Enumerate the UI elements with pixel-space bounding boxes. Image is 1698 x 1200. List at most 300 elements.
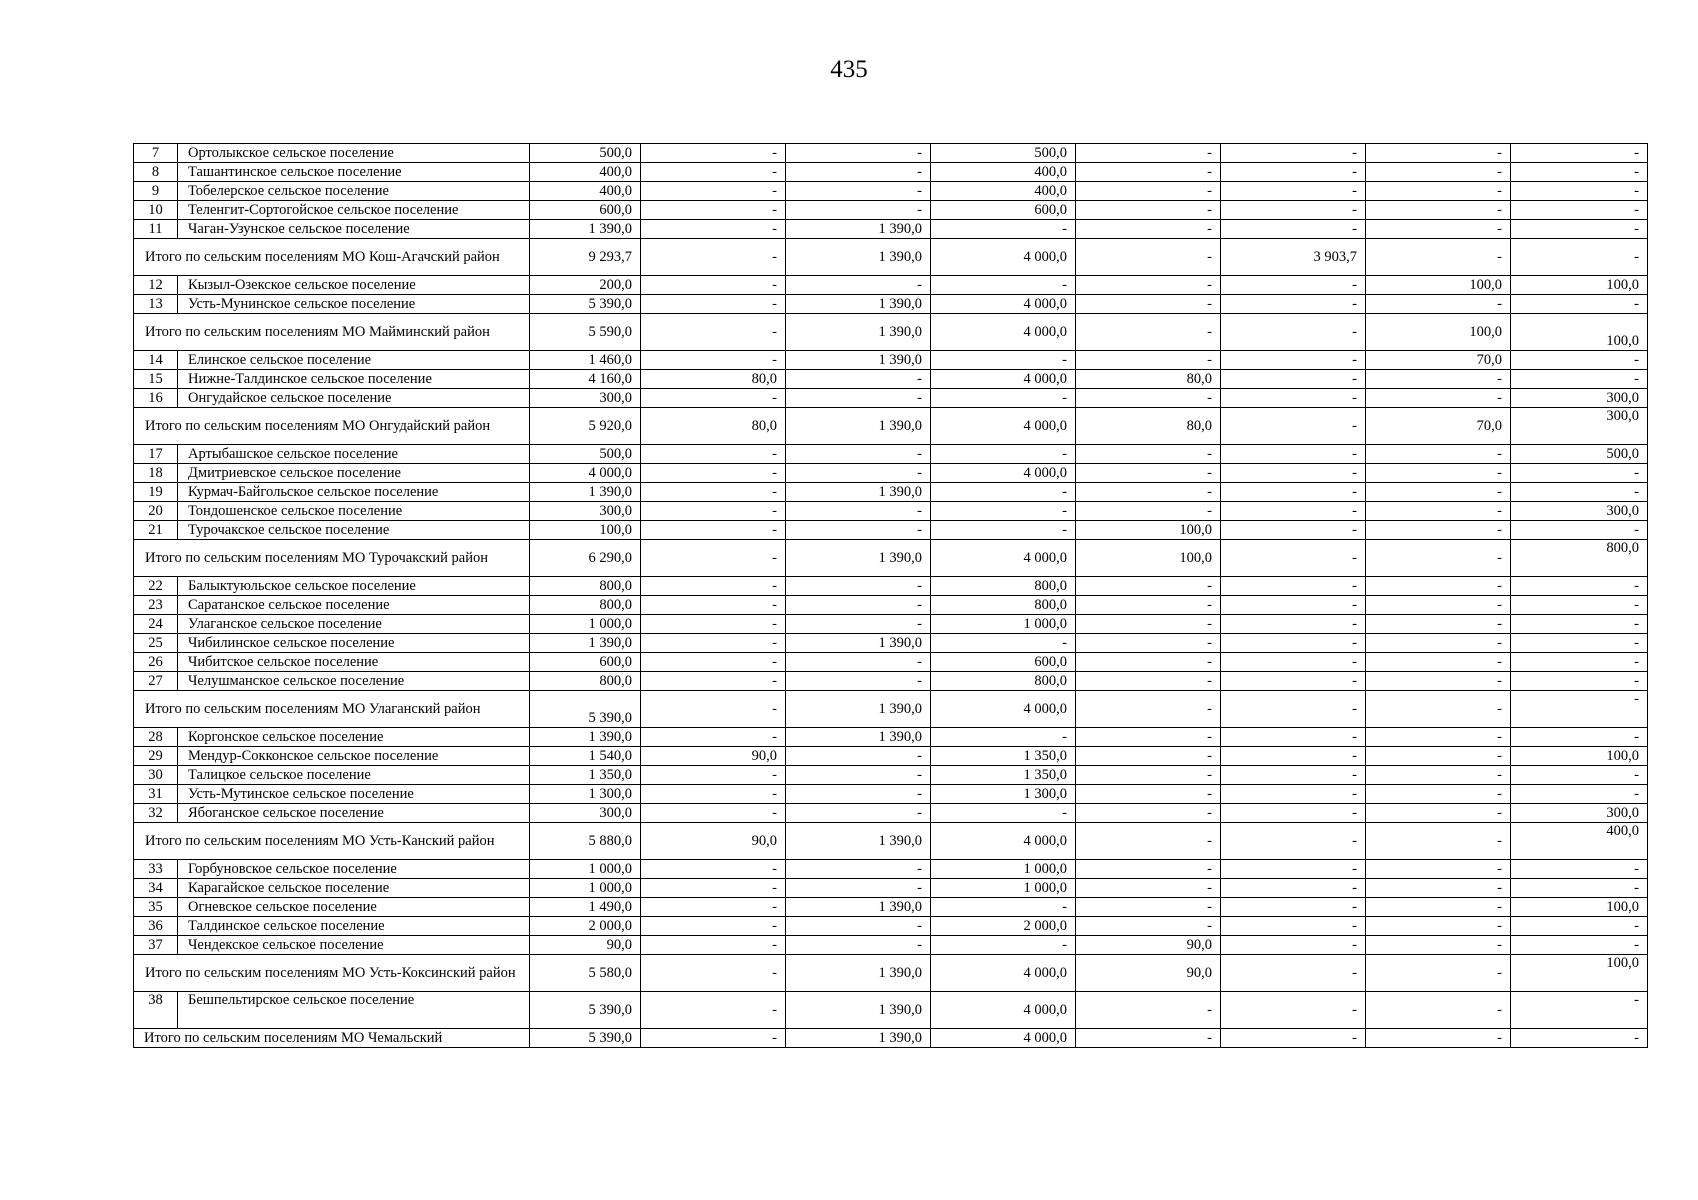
col4-cell: 600,0 [931,653,1076,672]
total-cell: 4 160,0 [530,370,641,389]
col7-cell: - [1366,370,1511,389]
subtotal-label: Итого по сельским поселениям МО Майминский район [134,314,530,351]
col5-cell: - [1076,917,1221,936]
col8-cell: 400,0 [1511,823,1648,860]
table-row [134,389,1648,408]
col6-cell: - [1221,144,1366,163]
table-row [134,898,1648,917]
col5-cell: - [1076,445,1221,464]
col6-cell: - [1221,785,1366,804]
table-row [134,879,1648,898]
settlement-name: Елинское сельское поселение [178,351,530,370]
col3-cell: - [786,163,931,182]
col5-cell: - [1076,860,1221,879]
col4-cell: - [931,898,1076,917]
settlement-name: Талдинское сельское поселение [178,917,530,936]
total-cell: 300,0 [530,502,641,521]
col2-cell: - [641,445,786,464]
col3-cell: - [786,276,931,295]
settlement-name: Балыктуюльское сельское поселение [178,577,530,596]
col3-cell: 1 390,0 [786,634,931,653]
total-cell: 1 540,0 [530,747,641,766]
col5-cell: - [1076,804,1221,823]
row-number: 25 [134,634,178,653]
col5-cell: - [1076,239,1221,276]
col3-cell: - [786,747,931,766]
table-row [134,182,1648,201]
total-cell: 5 880,0 [530,823,641,860]
settlement-name: Горбуновское сельское поселение [178,860,530,879]
col8-cell: - [1511,144,1648,163]
row-number: 30 [134,766,178,785]
col8-cell: - [1511,239,1648,276]
col4-cell: 4 000,0 [931,239,1076,276]
col4-cell: 4 000,0 [931,408,1076,445]
col2-cell: - [641,502,786,521]
col6-cell: - [1221,445,1366,464]
col6-cell: - [1221,992,1366,1029]
subtotal-label: Итого по сельским поселениям МО Турочакский район [134,540,530,577]
col8-cell: - [1511,351,1648,370]
row-number: 22 [134,577,178,596]
col8-cell: - [1511,615,1648,634]
col7-cell: - [1366,785,1511,804]
col5-cell: - [1076,182,1221,201]
col4-cell: 4 000,0 [931,314,1076,351]
col6-cell: - [1221,634,1366,653]
col4-cell: - [931,634,1076,653]
col4-cell: - [931,804,1076,823]
col2-cell: - [641,785,786,804]
col4-cell: 1 300,0 [931,785,1076,804]
col2-cell: - [641,201,786,220]
col5-cell: - [1076,389,1221,408]
col4-cell: - [931,220,1076,239]
col3-cell: - [786,521,931,540]
subtotal-label: Итого по сельским поселениям МО Онгудайский район [134,408,530,445]
col7-cell: - [1366,144,1511,163]
total-cell: 4 000,0 [530,464,641,483]
col4-cell: 800,0 [931,596,1076,615]
col3-cell: - [786,653,931,672]
table-row [134,747,1648,766]
col2-cell: 80,0 [641,408,786,445]
col3-cell: 1 390,0 [786,408,931,445]
row-number: 24 [134,615,178,634]
settlement-name: Огневское сельское поселение [178,898,530,917]
row-number: 15 [134,370,178,389]
table-row [134,785,1648,804]
col5-cell: - [1076,747,1221,766]
total-cell: 5 390,0 [530,992,641,1029]
total-cell: 200,0 [530,276,641,295]
settlement-name: Коргонское сельское поселение [178,728,530,747]
col3-cell: 1 390,0 [786,898,931,917]
col5-cell: - [1076,220,1221,239]
row-number: 8 [134,163,178,182]
col3-cell: - [786,615,931,634]
col5-cell: - [1076,502,1221,521]
col2-cell: - [641,182,786,201]
col7-cell: - [1366,389,1511,408]
row-number: 34 [134,879,178,898]
total-cell: 5 590,0 [530,314,641,351]
col8-cell: - [1511,521,1648,540]
col8-cell: - [1511,1029,1648,1048]
col8-cell: - [1511,220,1648,239]
col7-cell: - [1366,220,1511,239]
col8-cell: - [1511,634,1648,653]
col5-cell: - [1076,785,1221,804]
col7-cell: - [1366,596,1511,615]
col3-cell: 1 390,0 [786,823,931,860]
row-number: 38 [134,992,178,1029]
col2-cell: - [641,1029,786,1048]
col6-cell: - [1221,314,1366,351]
col2-cell: - [641,672,786,691]
settlement-name: Саратанское сельское поселение [178,596,530,615]
col5-cell: - [1076,898,1221,917]
col2-cell: - [641,936,786,955]
total-cell: 500,0 [530,445,641,464]
table-row [134,728,1648,747]
col5-cell: - [1076,464,1221,483]
subtotal-label: Итого по сельским поселениям МО Улаганский район [134,691,530,728]
col8-cell: 300,0 [1511,389,1648,408]
col7-cell: - [1366,992,1511,1029]
row-number: 33 [134,860,178,879]
col2-cell: - [641,860,786,879]
col8-cell: - [1511,672,1648,691]
total-cell: 400,0 [530,163,641,182]
col6-cell: - [1221,351,1366,370]
col4-cell: 4 000,0 [931,691,1076,728]
col6-cell: - [1221,295,1366,314]
col4-cell: 400,0 [931,163,1076,182]
col4-cell: 1 000,0 [931,615,1076,634]
col6-cell: - [1221,1029,1366,1048]
col4-cell: 4 000,0 [931,823,1076,860]
total-cell: 1 490,0 [530,898,641,917]
col7-cell: - [1366,502,1511,521]
col3-cell: 1 390,0 [786,220,931,239]
total-cell: 9 293,7 [530,239,641,276]
total-cell: 2 000,0 [530,917,641,936]
row-number: 28 [134,728,178,747]
table-row [134,615,1648,634]
col4-cell: 600,0 [931,201,1076,220]
col8-cell: - [1511,483,1648,502]
col7-cell: - [1366,540,1511,577]
col5-cell: - [1076,728,1221,747]
total-cell: 90,0 [530,936,641,955]
col6-cell: - [1221,653,1366,672]
col8-cell: 100,0 [1511,747,1648,766]
settlement-name: Карагайское сельское поселение [178,879,530,898]
col3-cell: - [786,860,931,879]
col2-cell: - [641,144,786,163]
col3-cell: 1 390,0 [786,691,931,728]
col8-cell: 500,0 [1511,445,1648,464]
col5-cell: 100,0 [1076,521,1221,540]
settlement-name: Онгудайское сельское поселение [178,389,530,408]
col7-cell: - [1366,201,1511,220]
row-number: 20 [134,502,178,521]
col7-cell: - [1366,747,1511,766]
table-row [134,672,1648,691]
total-cell: 100,0 [530,521,641,540]
col7-cell: - [1366,860,1511,879]
col2-cell: - [641,615,786,634]
col3-cell: 1 390,0 [786,1029,931,1048]
col5-cell: - [1076,634,1221,653]
total-cell: 600,0 [530,201,641,220]
row-number: 9 [134,182,178,201]
total-cell: 1 390,0 [530,728,641,747]
col5-cell: - [1076,672,1221,691]
col6-cell: 3 903,7 [1221,239,1366,276]
total-cell: 800,0 [530,672,641,691]
row-number: 27 [134,672,178,691]
col8-cell: - [1511,766,1648,785]
total-cell: 800,0 [530,596,641,615]
col6-cell: - [1221,860,1366,879]
col6-cell: - [1221,823,1366,860]
col3-cell: - [786,879,931,898]
col3-cell: 1 390,0 [786,728,931,747]
col7-cell: - [1366,898,1511,917]
col6-cell: - [1221,615,1366,634]
col6-cell: - [1221,747,1366,766]
budget-table [133,143,1648,1048]
col2-cell: 80,0 [641,370,786,389]
col3-cell: - [786,389,931,408]
col8-cell: - [1511,785,1648,804]
col2-cell: - [641,728,786,747]
table-row [134,634,1648,653]
col4-cell: - [931,445,1076,464]
row-number: 17 [134,445,178,464]
col2-cell: - [641,879,786,898]
col3-cell: 1 390,0 [786,992,931,1029]
col4-cell: 4 000,0 [931,992,1076,1029]
col7-cell: - [1366,577,1511,596]
table-row [134,502,1648,521]
subtotal-row [134,823,1648,860]
col4-cell: 1 350,0 [931,766,1076,785]
row-number: 13 [134,295,178,314]
table-row [134,596,1648,615]
col8-cell: - [1511,860,1648,879]
col6-cell: - [1221,917,1366,936]
col4-cell: 400,0 [931,182,1076,201]
table-row [134,577,1648,596]
col7-cell: - [1366,691,1511,728]
col3-cell: - [786,182,931,201]
subtotal-row [134,1029,1648,1048]
total-cell: 6 290,0 [530,540,641,577]
col7-cell: 100,0 [1366,314,1511,351]
row-number: 18 [134,464,178,483]
col5-cell: 80,0 [1076,408,1221,445]
col3-cell: - [786,577,931,596]
row-number: 36 [134,917,178,936]
col6-cell: - [1221,464,1366,483]
subtotal-row [134,314,1648,351]
row-number: 29 [134,747,178,766]
row-number: 35 [134,898,178,917]
col3-cell: - [786,672,931,691]
col2-cell: - [641,351,786,370]
total-cell: 5 390,0 [530,1029,641,1048]
col7-cell: - [1366,879,1511,898]
subtotal-row [134,239,1648,276]
col6-cell: - [1221,502,1366,521]
col5-cell: - [1076,823,1221,860]
total-cell: 400,0 [530,182,641,201]
col5-cell: - [1076,163,1221,182]
row-number: 31 [134,785,178,804]
page-number: 435 [830,56,868,83]
col8-cell: - [1511,596,1648,615]
settlement-name: Улаганское сельское поселение [178,615,530,634]
subtotal-label: Итого по сельским поселениям МО Усть-Коксинский район [134,955,530,992]
col6-cell: - [1221,672,1366,691]
table-body [134,144,1648,1048]
row-number: 7 [134,144,178,163]
settlement-name: Дмитриевское сельское поселение [178,464,530,483]
col7-cell: - [1366,464,1511,483]
settlement-name: Усть-Мутинское сельское поселение [178,785,530,804]
table-row [134,220,1648,239]
col2-cell: - [641,314,786,351]
col6-cell: - [1221,804,1366,823]
col8-cell: - [1511,182,1648,201]
col2-cell: - [641,596,786,615]
col7-cell: 70,0 [1366,408,1511,445]
col6-cell: - [1221,898,1366,917]
row-number: 21 [134,521,178,540]
col8-cell: - [1511,201,1648,220]
settlement-name: Курмач-Байгольское сельское поселение [178,483,530,502]
total-cell: 1 390,0 [530,634,641,653]
col3-cell: - [786,464,931,483]
col5-cell: - [1076,691,1221,728]
total-cell: 5 920,0 [530,408,641,445]
col8-cell: - [1511,577,1648,596]
col6-cell: - [1221,577,1366,596]
col4-cell: 4 000,0 [931,464,1076,483]
settlement-name: Тобелерское сельское поселение [178,182,530,201]
table-row [134,351,1648,370]
settlement-name: Ортолыкское сельское поселение [178,144,530,163]
col7-cell: - [1366,823,1511,860]
table-row [134,917,1648,936]
col4-cell: - [931,483,1076,502]
subtotal-row [134,955,1648,992]
col5-cell: - [1076,276,1221,295]
settlement-name: Ябоганское сельское поселение [178,804,530,823]
table-row [134,295,1648,314]
col5-cell: - [1076,879,1221,898]
col5-cell: 100,0 [1076,540,1221,577]
settlement-name: Чибитское сельское поселение [178,653,530,672]
row-number: 14 [134,351,178,370]
col3-cell: 1 390,0 [786,955,931,992]
table-row [134,936,1648,955]
col7-cell: - [1366,634,1511,653]
col2-cell: - [641,577,786,596]
col3-cell: 1 390,0 [786,295,931,314]
col7-cell: - [1366,239,1511,276]
col3-cell: - [786,596,931,615]
col4-cell: - [931,276,1076,295]
col3-cell: 1 390,0 [786,483,931,502]
settlement-name: Мендур-Сокконское сельское поселение [178,747,530,766]
col5-cell: - [1076,314,1221,351]
col5-cell: - [1076,295,1221,314]
col8-cell: - [1511,936,1648,955]
col3-cell: - [786,766,931,785]
table-row [134,653,1648,672]
col7-cell: - [1366,182,1511,201]
settlement-name: Кызыл-Озекское сельское поселение [178,276,530,295]
col8-cell: - [1511,691,1648,728]
col2-cell: - [641,653,786,672]
col4-cell: - [931,351,1076,370]
total-cell: 800,0 [530,577,641,596]
settlement-name: Артыбашское сельское поселение [178,445,530,464]
col4-cell: 4 000,0 [931,295,1076,314]
row-number: 11 [134,220,178,239]
col7-cell: - [1366,445,1511,464]
total-cell: 1 000,0 [530,879,641,898]
settlement-name: Усть-Мунинское сельское поселение [178,295,530,314]
total-cell: 1 000,0 [530,615,641,634]
col5-cell: - [1076,577,1221,596]
col5-cell: - [1076,144,1221,163]
table-row [134,144,1648,163]
col8-cell: - [1511,163,1648,182]
col5-cell: - [1076,653,1221,672]
col4-cell: 4 000,0 [931,370,1076,389]
table-row [134,201,1648,220]
col8-cell: - [1511,879,1648,898]
col4-cell: 500,0 [931,144,1076,163]
col6-cell: - [1221,220,1366,239]
total-cell: 300,0 [530,389,641,408]
col4-cell: 800,0 [931,672,1076,691]
col6-cell: - [1221,728,1366,747]
col5-cell: - [1076,992,1221,1029]
col8-cell: - [1511,464,1648,483]
col7-cell: - [1366,672,1511,691]
col6-cell: - [1221,766,1366,785]
col6-cell: - [1221,879,1366,898]
col4-cell: 4 000,0 [931,1029,1076,1048]
col6-cell: - [1221,182,1366,201]
col7-cell: 100,0 [1366,276,1511,295]
col2-cell: - [641,955,786,992]
col3-cell: - [786,936,931,955]
col3-cell: 1 390,0 [786,314,931,351]
row-number: 10 [134,201,178,220]
col4-cell: - [931,502,1076,521]
row-number: 32 [134,804,178,823]
col5-cell: 90,0 [1076,936,1221,955]
col2-cell: - [641,239,786,276]
col6-cell: - [1221,483,1366,502]
